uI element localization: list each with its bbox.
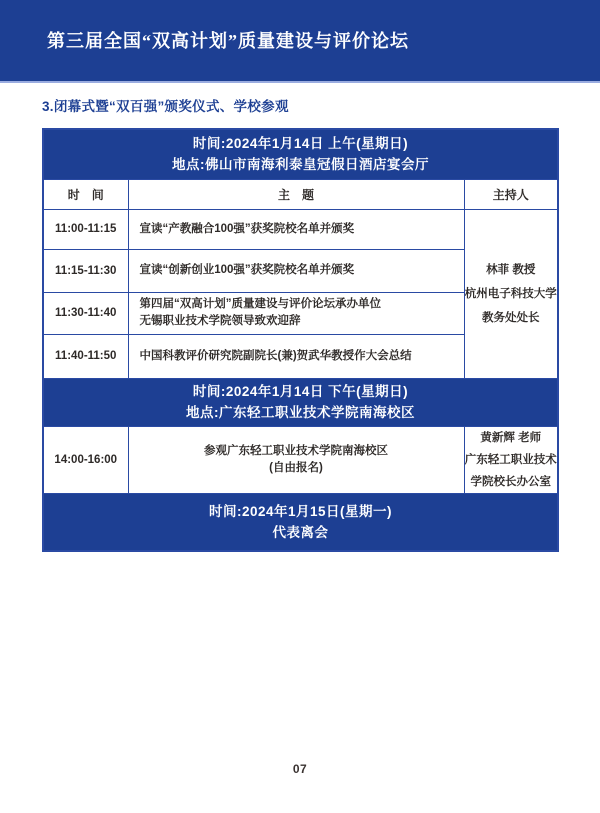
session-departure-note: 代表离会 [272, 524, 329, 540]
row1-time: 11:00-11:15 [43, 209, 128, 249]
row4-time: 11:40-11:50 [43, 334, 128, 378]
row2-topic-line1: 宣读“创新创业100强”获奖院校名单并颁奖 [139, 264, 355, 276]
table-row [43, 209, 558, 249]
column-header-topic: 主 题 [128, 179, 464, 209]
session-departure-time: 时间:2024年1月15日(星期一) [208, 503, 393, 519]
row3-topic-line1: 第四届“双高计划”质量建设与评价论坛承办单位 [139, 298, 381, 310]
row5-time: 14:00-16:00 [43, 426, 128, 493]
row5-topic [128, 426, 464, 493]
session-afternoon-place: 地点:广东轻工职业技术学院南海校区 [186, 405, 415, 420]
morning-moderator-cell [464, 209, 558, 378]
row2-topic [128, 249, 464, 292]
afternoon-moderator-name: 黄新辉 老师 [480, 431, 542, 444]
morning-moderator-role: 教务处处长 [482, 311, 540, 324]
table-row [43, 426, 558, 493]
row4-topic [128, 334, 464, 378]
session-morning-time: 时间:2024年1月14日 上午(星期日) [192, 136, 409, 152]
row4-topic-line1: 中国科教评价研究院副院长(兼)贺武华教授作大会总结 [139, 349, 412, 362]
page-title: 第三届全国“双高计划”质量建设与评价论坛 [47, 31, 409, 51]
session-afternoon-time: 时间:2024年1月14日 下午(星期日) [192, 384, 409, 399]
session-afternoon-band-cell [43, 378, 558, 426]
agenda-table [42, 128, 559, 552]
session-departure-band [43, 493, 558, 551]
afternoon-moderator-org: 广东轻工职业技术 [464, 453, 557, 466]
row1-topic [128, 209, 464, 249]
row3-topic-line2: 无锡职业技术学院领导致欢迎辞 [139, 315, 301, 327]
row5-topic-line1: 参观广东轻工职业技术学院南海校区 [204, 444, 388, 457]
afternoon-moderator-cell [464, 426, 558, 493]
header-banner [0, 0, 600, 83]
session-afternoon-band [43, 378, 558, 426]
row3-topic [128, 292, 464, 334]
row1-topic-line1: 宣读“产教融合100强”获奖院校名单并颁奖 [139, 222, 355, 235]
afternoon-moderator-role: 学院校长办公室 [470, 475, 551, 488]
session-morning-band-cell [43, 129, 558, 179]
row5-topic-line2: (自由报名) [269, 461, 323, 474]
column-header-moderator: 主持人 [464, 179, 558, 209]
morning-moderator-name: 林菲 教授 [486, 263, 536, 276]
row3-time: 11:30-11:40 [43, 292, 128, 334]
column-header-time: 时 间 [43, 179, 128, 209]
session-morning-band [43, 129, 558, 179]
row2-time: 11:15-11:30 [43, 249, 128, 292]
session-departure-band-cell [43, 493, 558, 551]
column-header-row [43, 179, 558, 209]
session-morning-place: 地点:佛山市南海利泰皇冠假日酒店宴会厅 [172, 157, 429, 173]
morning-moderator-org: 杭州电子科技大学 [464, 287, 557, 300]
page-number: 07 [292, 762, 308, 776]
section-title: 3.闭幕式暨“双百强”颁奖仪式、学校参观 [42, 99, 289, 114]
